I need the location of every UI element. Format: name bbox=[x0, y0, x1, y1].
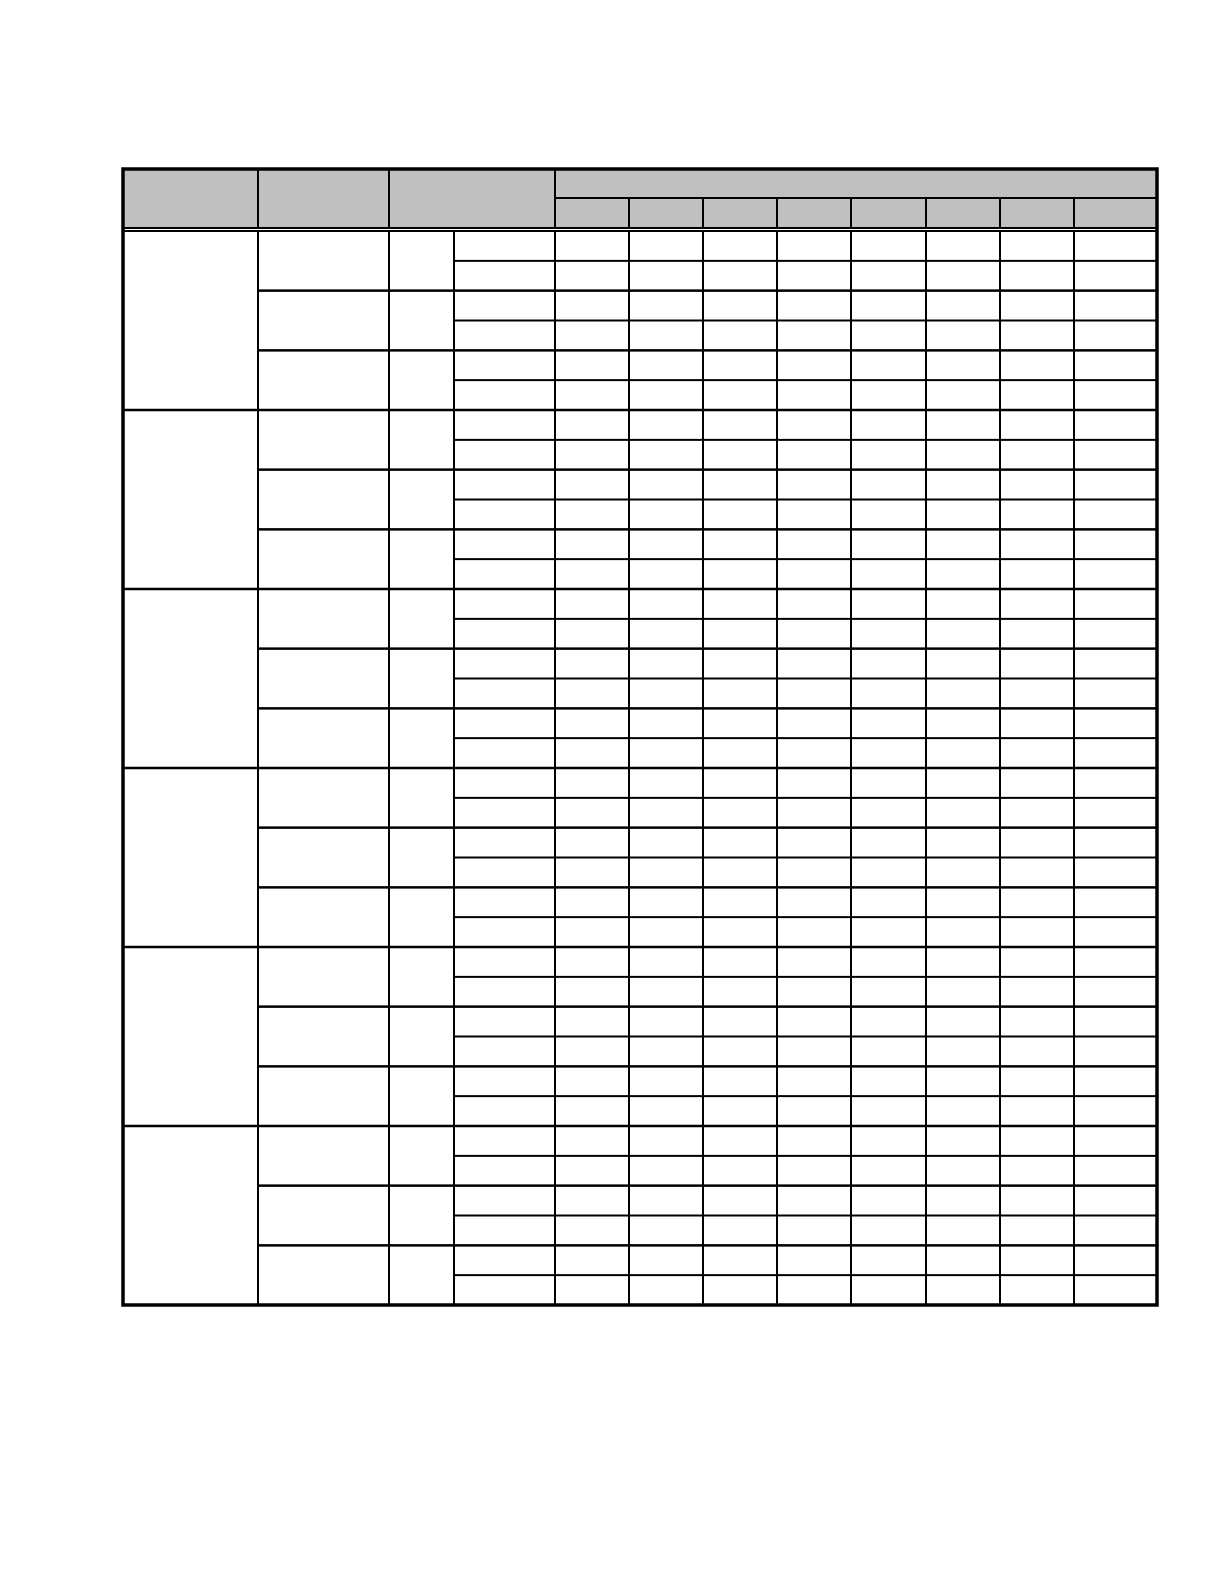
subgroup-code-cell bbox=[389, 649, 454, 709]
subgroup-label-cell bbox=[258, 529, 389, 589]
row-label-cell bbox=[454, 1216, 555, 1246]
subgroup-code-cell bbox=[389, 291, 454, 351]
header-cell-item bbox=[389, 169, 555, 228]
row-label-cell bbox=[454, 380, 555, 410]
row-label-cell bbox=[454, 321, 555, 351]
subgroup-code-cell bbox=[389, 231, 454, 291]
subgroup-label-cell bbox=[258, 350, 389, 410]
subgroup-label-cell bbox=[258, 828, 389, 888]
row-label-cell bbox=[454, 1066, 555, 1096]
group-label-cell bbox=[123, 947, 258, 1126]
header-cell-column bbox=[555, 198, 629, 228]
group-label-cell bbox=[123, 231, 258, 410]
subgroup-label-cell bbox=[258, 768, 389, 828]
subgroup-code-cell bbox=[389, 589, 454, 649]
header-cell-group bbox=[123, 169, 258, 228]
group-label-cell bbox=[123, 1126, 258, 1305]
row-label-cell bbox=[454, 291, 555, 321]
row-label-cell bbox=[454, 738, 555, 768]
subgroup-code-cell bbox=[389, 708, 454, 768]
row-label-cell bbox=[454, 828, 555, 858]
subgroup-code-cell bbox=[389, 529, 454, 589]
row-label-cell bbox=[454, 917, 555, 947]
header-cell-column bbox=[629, 198, 703, 228]
row-label-cell bbox=[454, 649, 555, 679]
header-cell-column bbox=[926, 198, 1000, 228]
subgroup-label-cell bbox=[258, 410, 389, 470]
subgroup-code-cell bbox=[389, 470, 454, 530]
header-cell-column bbox=[1000, 198, 1074, 228]
row-label-cell bbox=[454, 977, 555, 1007]
subgroup-code-cell bbox=[389, 1245, 454, 1305]
subgroup-code-cell bbox=[389, 1126, 454, 1186]
row-label-cell bbox=[454, 768, 555, 798]
header-cell-column bbox=[851, 198, 926, 228]
subgroup-label-cell bbox=[258, 589, 389, 649]
subgroup-code-cell bbox=[389, 1066, 454, 1126]
row-label-cell bbox=[454, 798, 555, 828]
row-label-cell bbox=[454, 559, 555, 589]
row-label-cell bbox=[454, 261, 555, 291]
subgroup-code-cell bbox=[389, 887, 454, 947]
subgroup-label-cell bbox=[258, 708, 389, 768]
row-label-cell bbox=[454, 1156, 555, 1186]
subgroup-label-cell bbox=[258, 1186, 389, 1246]
row-label-cell bbox=[454, 1245, 555, 1275]
subgroup-label-cell bbox=[258, 1245, 389, 1305]
header-cell-column bbox=[777, 198, 851, 228]
row-label-cell bbox=[454, 887, 555, 917]
row-label-cell bbox=[454, 708, 555, 738]
subgroup-label-cell bbox=[258, 1007, 389, 1067]
subgroup-code-cell bbox=[389, 768, 454, 828]
row-label-cell bbox=[454, 231, 555, 261]
row-label-cell bbox=[454, 500, 555, 530]
row-label-cell bbox=[454, 1007, 555, 1037]
row-label-cell bbox=[454, 470, 555, 500]
header-cell-span bbox=[555, 169, 1157, 198]
subgroup-label-cell bbox=[258, 1126, 389, 1186]
row-label-cell bbox=[454, 679, 555, 709]
subgroup-label-cell bbox=[258, 291, 389, 351]
header-cell-subgroup bbox=[258, 169, 389, 228]
subgroup-label-cell bbox=[258, 887, 389, 947]
subgroup-label-cell bbox=[258, 231, 389, 291]
subgroup-code-cell bbox=[389, 1007, 454, 1067]
row-label-cell bbox=[454, 1126, 555, 1156]
header-cell-column bbox=[703, 198, 777, 228]
header-cell-column bbox=[1074, 198, 1157, 228]
group-label-cell bbox=[123, 768, 258, 947]
subgroup-code-cell bbox=[389, 350, 454, 410]
row-label-cell bbox=[454, 1096, 555, 1126]
subgroup-label-cell bbox=[258, 649, 389, 709]
row-label-cell bbox=[454, 1186, 555, 1216]
group-label-cell bbox=[123, 589, 258, 768]
subgroup-code-cell bbox=[389, 410, 454, 470]
row-label-cell bbox=[454, 529, 555, 559]
row-label-cell bbox=[454, 350, 555, 380]
group-label-cell bbox=[123, 410, 258, 589]
subgroup-label-cell bbox=[258, 947, 389, 1007]
row-label-cell bbox=[454, 410, 555, 440]
row-label-cell bbox=[454, 1037, 555, 1067]
subgroup-code-cell bbox=[389, 828, 454, 888]
row-label-cell bbox=[454, 619, 555, 649]
row-label-cell bbox=[454, 1275, 555, 1305]
row-label-cell bbox=[454, 858, 555, 888]
row-label-cell bbox=[454, 440, 555, 470]
subgroup-code-cell bbox=[389, 1186, 454, 1246]
subgroup-label-cell bbox=[258, 1066, 389, 1126]
row-label-cell bbox=[454, 589, 555, 619]
subgroup-label-cell bbox=[258, 470, 389, 530]
row-label-cell bbox=[454, 947, 555, 977]
subgroup-code-cell bbox=[389, 947, 454, 1007]
